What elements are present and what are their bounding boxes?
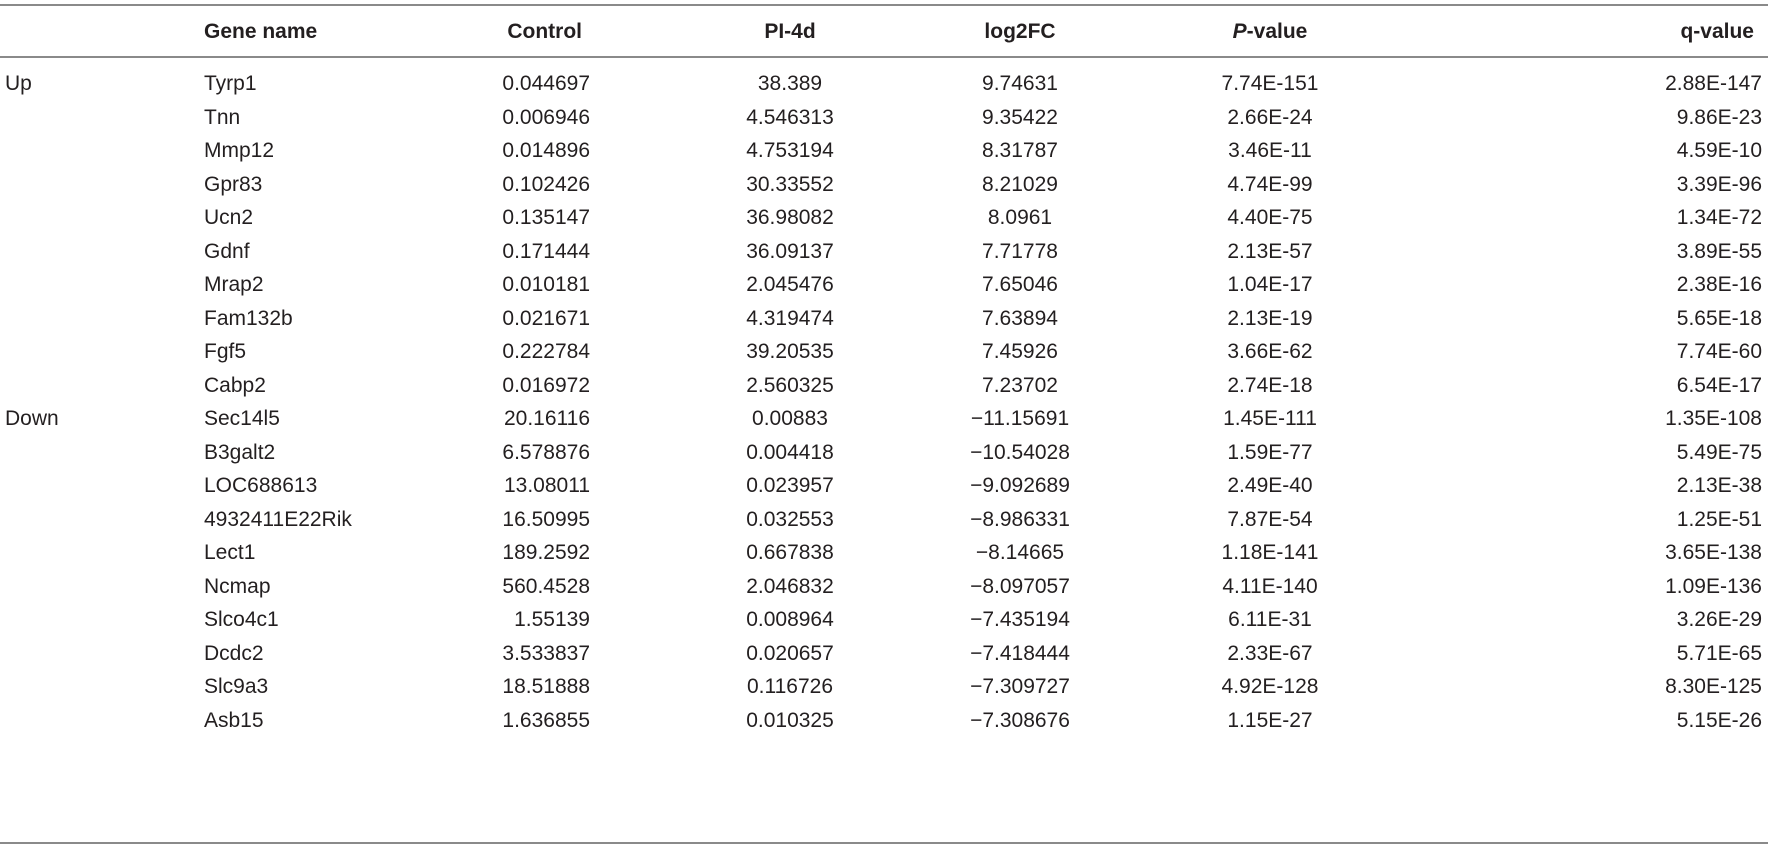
cell-log2fc: 8.21029 xyxy=(982,172,1058,196)
table-row xyxy=(0,268,1772,302)
cell-gene-name: Asb15 xyxy=(204,708,264,732)
cell-q-value: 2.38E-16 xyxy=(1676,273,1762,296)
cell-control: 0.010181 xyxy=(502,273,590,296)
cell-q-value: 2.13E-38 xyxy=(1676,474,1762,497)
cell-control: 560.4528 xyxy=(502,574,590,598)
table-header-row xyxy=(0,6,1772,56)
cell-pi-4d: 0.667838 xyxy=(746,541,834,564)
cell-p-value: 3.66E-62 xyxy=(1227,340,1313,363)
cell-group: Down xyxy=(5,407,59,430)
cell-log2fc: 7.45926 xyxy=(982,340,1058,363)
cell-q-value: 9.86E-23 xyxy=(1676,105,1762,129)
cell-log2fc: −9.092689 xyxy=(970,474,1070,497)
cell-p-value: 6.11E-31 xyxy=(1228,608,1312,631)
cell-gene-name: Sec14l5 xyxy=(204,407,280,430)
cell-log2fc: 7.71778 xyxy=(982,239,1058,263)
cell-p-value: 4.11E-140 xyxy=(1222,574,1318,598)
cell-control: 1.55139 xyxy=(514,608,590,631)
table-row xyxy=(0,67,1772,101)
cell-gene-name: Slco4c1 xyxy=(204,608,279,631)
cell-p-value: 2.74E-18 xyxy=(1227,373,1313,397)
cell-control: 13.08011 xyxy=(503,474,590,497)
header-log2fc: log2FC xyxy=(984,20,1056,43)
cell-pi-4d: 36.98082 xyxy=(746,206,834,229)
cell-gene-name: Ncmap xyxy=(204,574,271,598)
cell-q-value: 1.09E-136 xyxy=(1665,574,1762,598)
cell-control: 0.044697 xyxy=(502,72,590,95)
cell-log2fc: 7.65046 xyxy=(982,273,1058,296)
cell-gene-name: 4932411E22Rik xyxy=(204,507,352,531)
table-row xyxy=(0,637,1772,671)
cell-gene-name: Mmp12 xyxy=(204,139,275,162)
cell-q-value: 5.65E-18 xyxy=(1676,306,1762,330)
cell-log2fc: 8.0961 xyxy=(987,206,1053,229)
table-row xyxy=(0,201,1772,235)
cell-gene-name: Ucn2 xyxy=(204,206,254,229)
cell-pi-4d: 30.33552 xyxy=(746,172,834,196)
cell-pi-4d: 0.008964 xyxy=(746,608,834,631)
header-p-suffix: -value xyxy=(1246,20,1308,43)
table-body xyxy=(0,67,1772,737)
cell-pi-4d: 2.045476 xyxy=(746,273,834,296)
cell-pi-4d: 0.004418 xyxy=(746,440,834,464)
cell-q-value: 7.74E-60 xyxy=(1676,340,1762,363)
table-row xyxy=(0,402,1772,436)
cell-q-value: 3.26E-29 xyxy=(1676,608,1762,631)
cell-p-value: 1.18E-141 xyxy=(1221,541,1319,564)
cell-p-value: 4.74E-99 xyxy=(1227,172,1313,196)
cell-pi-4d: 39.20535 xyxy=(746,340,834,363)
cell-pi-4d: 36.09137 xyxy=(746,239,834,263)
cell-log2fc: −8.986331 xyxy=(970,507,1070,531)
cell-log2fc: −7.309727 xyxy=(970,675,1070,698)
cell-pi-4d: 0.116726 xyxy=(746,675,834,698)
cell-q-value: 2.88E-147 xyxy=(1665,72,1762,95)
cell-gene-name: B3galt2 xyxy=(204,440,276,464)
cell-q-value: 5.71E-65 xyxy=(1676,641,1762,665)
table-row xyxy=(0,536,1772,570)
cell-control: 0.222784 xyxy=(502,340,590,363)
cell-q-value: 1.34E-72 xyxy=(1676,206,1762,229)
cell-p-value: 2.33E-67 xyxy=(1227,641,1313,665)
cell-log2fc: 7.23702 xyxy=(982,373,1058,397)
cell-control: 1.636855 xyxy=(502,708,590,732)
cell-log2fc: 7.63894 xyxy=(982,306,1058,330)
cell-p-value: 7.87E-54 xyxy=(1227,507,1313,531)
cell-pi-4d: 38.389 xyxy=(757,72,823,95)
cell-group: Up xyxy=(5,72,32,95)
table-row xyxy=(0,134,1772,168)
cell-control: 3.533837 xyxy=(502,641,590,665)
cell-gene-name: Cabp2 xyxy=(204,373,266,397)
cell-gene-name: Gpr83 xyxy=(204,172,263,196)
cell-q-value: 4.59E-10 xyxy=(1676,139,1762,162)
cell-pi-4d: 0.020657 xyxy=(746,641,834,665)
cell-control: 0.016972 xyxy=(502,373,590,397)
cell-gene-name: Fam132b xyxy=(204,306,293,330)
table-row xyxy=(0,369,1772,403)
cell-log2fc: −11.15691 xyxy=(970,407,1070,430)
cell-q-value: 6.54E-17 xyxy=(1676,373,1762,397)
cell-p-value: 1.15E-27 xyxy=(1227,708,1313,732)
cell-p-value: 2.49E-40 xyxy=(1227,474,1313,497)
cell-q-value: 3.89E-55 xyxy=(1676,239,1762,263)
cell-control: 0.171444 xyxy=(502,239,590,263)
cell-p-value: 4.92E-128 xyxy=(1221,675,1319,698)
cell-control: 189.2592 xyxy=(502,541,590,564)
cell-log2fc: 9.35422 xyxy=(982,105,1058,129)
cell-log2fc: −7.308676 xyxy=(970,708,1070,732)
cell-log2fc: 8.31787 xyxy=(982,139,1058,162)
cell-pi-4d: 0.010325 xyxy=(746,708,834,732)
table-row xyxy=(0,302,1772,336)
cell-q-value: 1.25E-51 xyxy=(1676,507,1762,531)
cell-q-value: 1.35E-108 xyxy=(1665,407,1762,430)
table-row xyxy=(0,570,1772,604)
table-row xyxy=(0,670,1772,704)
cell-control: 0.014896 xyxy=(502,139,590,162)
cell-pi-4d: 4.546313 xyxy=(746,105,834,129)
cell-gene-name: Mrap2 xyxy=(204,273,264,296)
cell-gene-name: Slc9a3 xyxy=(204,675,269,698)
cell-q-value: 5.49E-75 xyxy=(1676,440,1762,464)
cell-p-value: 2.13E-19 xyxy=(1227,306,1313,330)
cell-p-value: 4.40E-75 xyxy=(1227,206,1313,229)
cell-log2fc: 9.74631 xyxy=(982,72,1058,95)
table-row xyxy=(0,335,1772,369)
cell-p-value: 7.74E-151 xyxy=(1221,72,1319,95)
cell-control: 20.16116 xyxy=(503,407,590,430)
table-row xyxy=(0,503,1772,537)
cell-pi-4d: 4.753194 xyxy=(746,139,834,162)
cell-log2fc: −10.54028 xyxy=(970,440,1070,464)
table-row xyxy=(0,704,1772,738)
cell-q-value: 3.65E-138 xyxy=(1665,541,1762,564)
cell-p-value: 1.45E-111 xyxy=(1223,407,1317,430)
table-row xyxy=(0,603,1772,637)
cell-q-value: 8.30E-125 xyxy=(1665,675,1762,698)
cell-control: 0.006946 xyxy=(502,105,590,129)
table-header-rule xyxy=(0,56,1768,58)
cell-control: 16.50995 xyxy=(502,507,590,531)
cell-pi-4d: 0.023957 xyxy=(746,474,834,497)
table-row xyxy=(0,101,1772,135)
table-row xyxy=(0,436,1772,470)
cell-p-value: 1.04E-17 xyxy=(1227,273,1313,296)
header-pi-4d: PI-4d xyxy=(764,20,816,43)
cell-pi-4d: 2.046832 xyxy=(746,574,834,598)
cell-log2fc: −7.418444 xyxy=(970,641,1070,665)
header-p-letter: P xyxy=(1232,20,1247,43)
cell-control: 18.51888 xyxy=(502,675,590,698)
header-gene-name: Gene name xyxy=(204,20,318,43)
cell-gene-name: Tyrp1 xyxy=(204,72,257,95)
cell-q-value: 5.15E-26 xyxy=(1676,708,1762,732)
cell-gene-name: Gdnf xyxy=(204,239,250,263)
header-q-value: q-value xyxy=(1680,20,1754,43)
cell-gene-name: Dcdc2 xyxy=(204,641,264,665)
cell-gene-name: Fgf5 xyxy=(204,340,247,363)
cell-log2fc: −8.097057 xyxy=(970,574,1070,598)
cell-control: 0.135147 xyxy=(502,206,590,229)
cell-p-value: 2.13E-57 xyxy=(1227,239,1313,263)
cell-gene-name: LOC688613 xyxy=(204,474,318,497)
cell-pi-4d: 0.032553 xyxy=(746,507,834,531)
cell-pi-4d: 4.319474 xyxy=(746,306,834,330)
cell-p-value: 2.66E-24 xyxy=(1227,105,1313,129)
cell-control: 0.102426 xyxy=(502,172,590,196)
cell-p-value: 3.46E-11 xyxy=(1228,139,1312,162)
table-row xyxy=(0,469,1772,503)
cell-pi-4d: 0.00883 xyxy=(752,407,828,430)
cell-control: 6.578876 xyxy=(502,440,590,464)
table-row xyxy=(0,168,1772,202)
cell-p-value: 1.59E-77 xyxy=(1227,440,1313,464)
table-bottom-rule xyxy=(0,842,1768,844)
table-row xyxy=(0,235,1772,269)
cell-gene-name: Tnn xyxy=(204,105,241,129)
header-control: Control xyxy=(507,20,582,43)
header-p-value xyxy=(1120,15,1420,48)
cell-q-value: 3.39E-96 xyxy=(1676,172,1762,196)
cell-log2fc: −7.435194 xyxy=(970,608,1070,631)
cell-control: 0.021671 xyxy=(502,306,590,330)
cell-pi-4d: 2.560325 xyxy=(746,373,834,397)
cell-log2fc: −8.14665 xyxy=(975,541,1065,564)
cell-gene-name: Lect1 xyxy=(204,541,256,564)
